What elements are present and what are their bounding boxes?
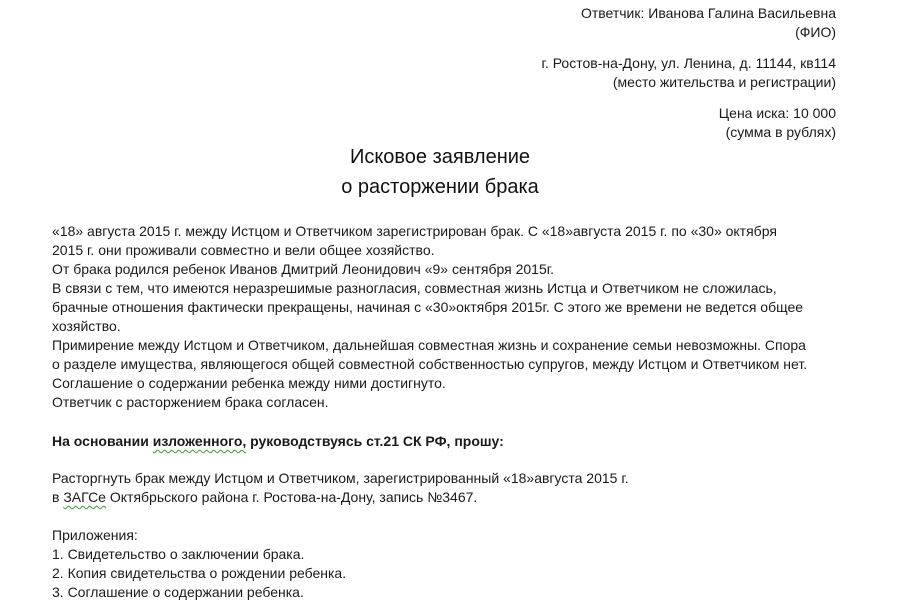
attachment-item: 2. Копия свидетельства о рождении ребенка. xyxy=(52,565,347,581)
body-line: хозяйство. xyxy=(52,318,121,334)
request-line-2 xyxy=(52,488,852,507)
address-line: г. Ростов-на-Дону, ул. Ленина, д. 11144, кв114 xyxy=(541,55,836,71)
request-heading xyxy=(52,432,852,451)
spellcheck-underlined-word: изложенного, xyxy=(152,433,247,449)
request-line-1: Расторгнуть брак между Истцом и Ответчиком, зарегистрированный «18»августа 2015 г. xyxy=(52,470,629,486)
body-line: брачные отношения фактически прекращены, начиная с «30»октября 2015г. С этого же времени не ведется общее xyxy=(52,299,804,315)
body-line: «18» августа 2015 г. между Истцом и Ответчиком зарегистрирован брак. С «18»августа 2015 г. по «30» октября xyxy=(52,223,777,239)
body-line: В связи с тем, что имеются неразрешимые разногласия, совместная жизнь Истца и Ответчиком не сложилась, xyxy=(52,280,777,296)
title-line-2: о расторжении брака xyxy=(341,176,539,198)
attachment-item: 3. Соглашение о содержании ребенка. xyxy=(52,584,304,600)
body-line: о разделе имущества, являющегося общей совместной собственностью супругов, между Истцом и Ответчиком нет. xyxy=(52,356,808,372)
attachments-section xyxy=(52,526,852,600)
defendant-line: Ответчик: Иванова Галина Васильевна xyxy=(580,5,836,21)
body-line: Примирение между Истцом и Ответчиком, дальнейшая совместная жизнь и сохранение семьи невозможны. Спора xyxy=(52,337,806,353)
address-note: (место жительства и регистрации) xyxy=(612,74,836,90)
body-line: От брака родился ребенок Иванов Дмитрий Леонидович «9» сентября 2015г. xyxy=(52,261,555,277)
price-line: Цена иска: 10 000 xyxy=(718,105,836,121)
request-line-2-pre: в xyxy=(52,489,64,505)
price-block xyxy=(719,104,836,142)
statement-body xyxy=(52,222,852,412)
request-heading-post: руководствуясь ст.21 СК РФ, прошу: xyxy=(246,433,504,449)
fio-note: (ФИО) xyxy=(795,24,836,40)
price-note: (сумма в рублях) xyxy=(725,124,836,140)
document-title xyxy=(0,142,880,202)
body-line: 2015 г. они проживали совместно и вели общее хозяйство. xyxy=(52,242,435,258)
spellcheck-underlined-word: ЗАГСе xyxy=(63,489,106,505)
request-body xyxy=(52,469,852,507)
address-block xyxy=(542,54,836,92)
title-line-1: Исковое заявление xyxy=(349,146,531,168)
attachments-heading: Приложения: xyxy=(52,527,138,543)
defendant-block xyxy=(581,4,836,42)
body-line: Соглашение о содержании ребенка между ними достигнуто. xyxy=(52,375,446,391)
body-line: Ответчик с расторжением брака согласен. xyxy=(52,394,329,410)
request-line-2-post: Октябрьского района г. Ростова-на-Дону, запись №3467. xyxy=(105,489,478,505)
attachment-item: 1. Свидетельство о заключении брака. xyxy=(52,546,305,562)
request-heading-pre: На основании xyxy=(52,433,153,449)
